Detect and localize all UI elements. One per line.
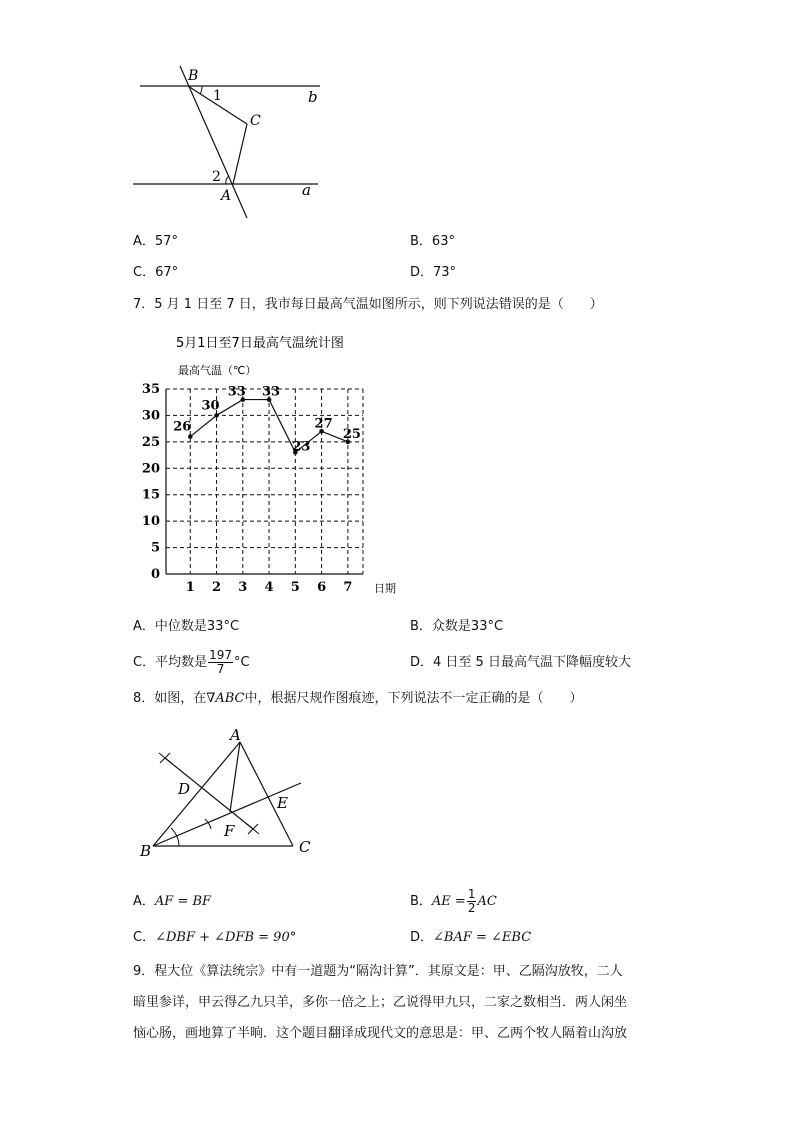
x-tick-label: 6 <box>317 580 327 595</box>
x-tick-label: 2 <box>212 580 222 595</box>
fraction-197-7: $\frac{197}{7}$ <box>209 648 232 676</box>
point-F-label: F <box>224 822 235 840</box>
q7-option-b: B．众数是33°C <box>410 619 504 634</box>
q9-line-3: 恼心肠，画地算了半晌．这个题目翻译成现代文的意思是：甲、乙两个牧人隔着山沟放 <box>133 1026 628 1041</box>
line-a-label: a <box>302 181 311 199</box>
x-tick-label: 3 <box>238 580 248 595</box>
q8-question: 8．如图，在∇ABC中，根据尺规作图痕迹，下列说法不一定正确的是（ ） <box>133 691 583 706</box>
point-B-label: B <box>140 842 152 860</box>
chart-title: 5月1日至7日最高气温统计图 <box>176 336 344 351</box>
data-label: 27 <box>314 416 333 432</box>
data-label: 33 <box>262 384 281 400</box>
q8-option-b: B．AE = $\frac{1}{2}$ AC <box>410 887 497 915</box>
chart-xlabel: 日期 <box>374 582 396 595</box>
fraction-1-2: $\frac{1}{2}$ <box>467 887 476 915</box>
data-label: 30 <box>201 398 220 414</box>
temperature-line-chart <box>138 330 408 600</box>
y-tick-label: 35 <box>141 382 160 397</box>
line-b-label: b <box>308 88 318 106</box>
data-label: 25 <box>342 426 361 442</box>
q7-option-a: A．中位数是33°C <box>133 619 240 634</box>
y-tick-label: 15 <box>141 487 160 503</box>
angle-1-arc <box>200 86 202 94</box>
q7-question: 7．5 月 1 日至 7 日，我市每日最高气温如图所示，则下列说法错误的是（ ） <box>133 297 603 312</box>
chart-ylabel: 最高气温（℃） <box>178 364 257 377</box>
data-label: 33 <box>227 384 246 400</box>
data-point <box>188 434 193 439</box>
arc-mark-top <box>159 753 171 763</box>
y-tick-label: 5 <box>150 540 160 556</box>
angle-1-label: 1 <box>213 88 222 104</box>
point-A-label: A <box>230 726 241 744</box>
q8-option-d: D．∠BAF = ∠EBC <box>410 930 532 945</box>
point-E-label: E <box>277 794 288 812</box>
angle-2-label: 2 <box>212 169 221 185</box>
q9-line-2: 暗里参详，甲云得乙九只羊，多你一倍之上；乙说得甲九只，二家之数相当．两人闲坐 <box>133 995 628 1010</box>
q6-option-d: D．73° <box>410 265 457 280</box>
q6-option-a: A．57° <box>133 234 178 249</box>
data-label: 26 <box>173 419 192 435</box>
x-tick-label: 7 <box>343 580 353 595</box>
x-tick-label: 1 <box>185 580 195 595</box>
point-B-label: B <box>188 68 199 84</box>
y-tick-label: 30 <box>141 408 160 424</box>
data-label: 23 <box>292 439 311 455</box>
q8-option-c: C．∠DBF + ∠DFB = 90° <box>133 930 297 945</box>
triangle-construction-figure <box>135 725 325 865</box>
y-tick-label: 0 <box>150 567 160 582</box>
q7-option-c: C．平均数是 $\frac{197}{7}$ °C <box>133 648 250 676</box>
q6-option-c: C．67° <box>133 265 179 280</box>
y-tick-label: 10 <box>141 514 160 530</box>
segment-CA <box>233 124 247 184</box>
data-point <box>214 413 219 418</box>
point-C-label: C <box>250 113 261 129</box>
parallel-lines-figure <box>130 60 330 220</box>
y-tick-label: 25 <box>141 434 160 450</box>
x-tick-label: 4 <box>264 580 274 595</box>
point-A-label: A <box>221 188 232 204</box>
x-tick-label: 5 <box>290 580 300 595</box>
y-tick-label: 20 <box>141 461 160 477</box>
q8-option-a: A．AF = BF <box>133 894 212 909</box>
point-D-label: D <box>178 780 191 798</box>
q6-option-b: B．63° <box>410 234 455 249</box>
q9-line-1: 9．程大位《算法统宗》中有一道题为“隔沟计算”．其原文是：甲、乙隔沟放牧，二人 <box>133 964 623 979</box>
point-C-label: C <box>299 838 311 856</box>
q7-option-d: D．4 日至 5 日最高气温下降幅度较大 <box>410 655 631 670</box>
arc-mark-bottom <box>247 824 259 834</box>
